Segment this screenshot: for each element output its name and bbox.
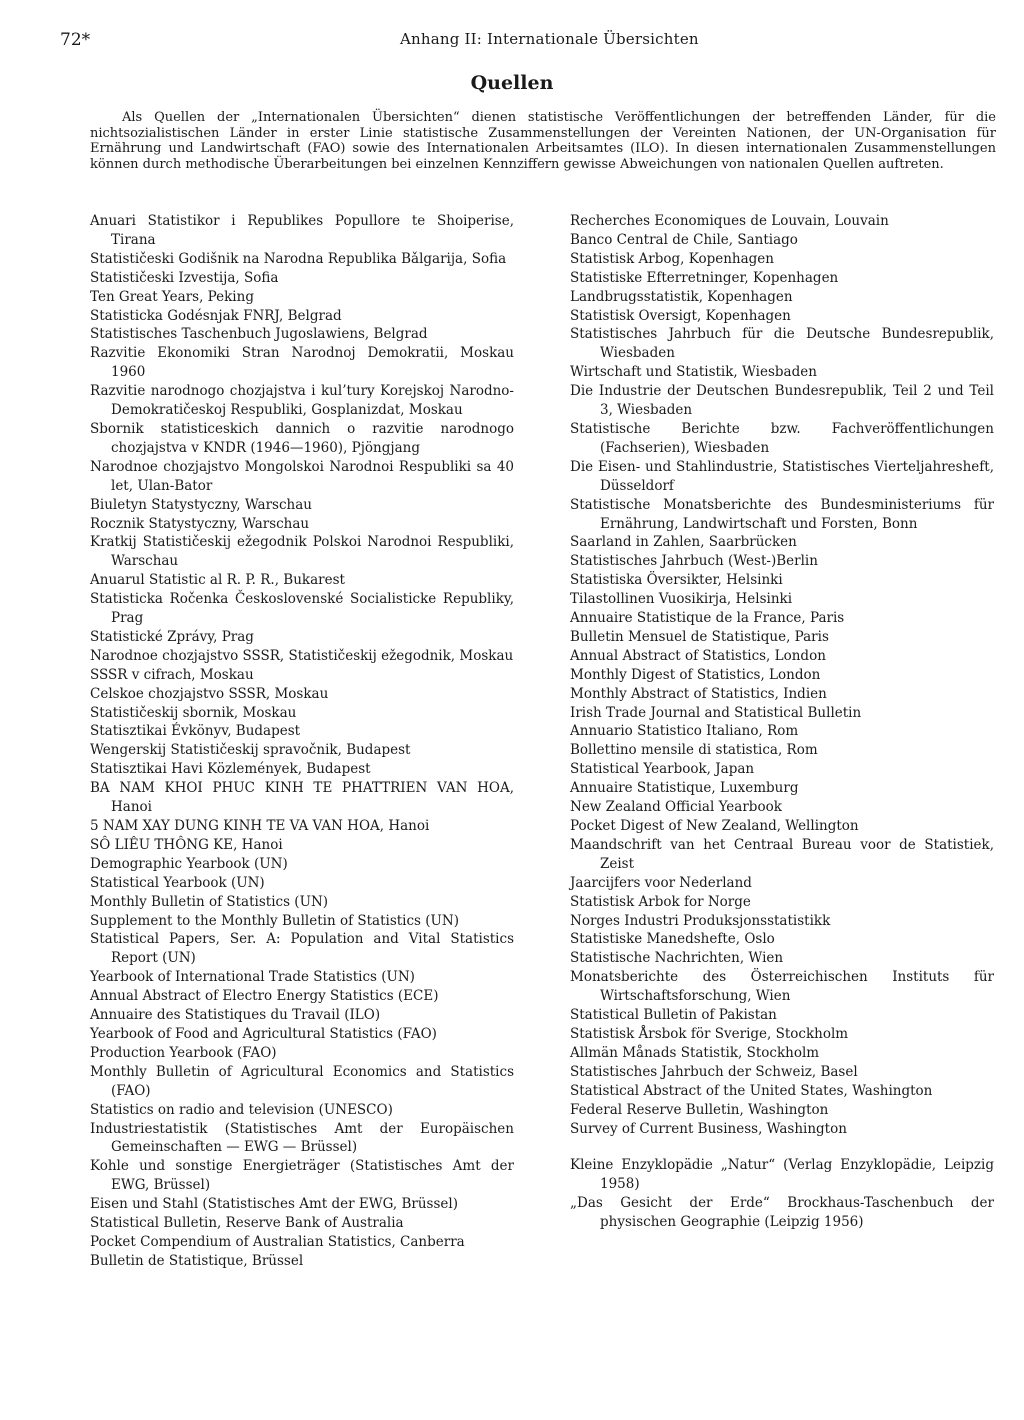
source-entry: Pocket Digest of New Zealand, Wellington [570,818,859,834]
source-entry: Eisen und Stahl (Statistisches Amt der EWG, Brüssel) [90,1196,458,1213]
source-entry: Annuaire Statistique de la France, Paris [570,610,845,627]
source-entry: Celskoe chozjajstvo SSSR, Moskau [90,685,329,702]
source-entry: Statistische Nachrichten, Wien [570,950,784,967]
source-entry: Razvitie Ekonomiki Stran Narodnoj Demokratii, Moskau 1960 [90,345,514,381]
source-entry: Statistisk Arbog, Kopenhagen [570,250,774,267]
source-entry: Kratkij Statističeskij ežegodnik Polskoi Narodnoi Respubliki, Warschau [90,534,514,570]
source-entry: Statistical Bulletin, Reserve Bank of Australia [90,1215,404,1232]
source-entry: Statističeski Godišnik na Narodna Republika Bǎlgarija, Sofia [90,250,507,267]
source-entry: Statističeskij sbornik, Moskau [90,704,297,721]
source-entry: Ten Great Years, Peking [90,288,254,305]
source-entry: „Das Gesicht der Erde“ Brockhaus-Taschenbuch der physischen Geographie (Leipzig 1956) [570,1195,994,1231]
source-entry: Landbrugsstatistik, Kopenhagen [570,288,793,305]
source-entry: Statistical Abstract of the United States, Washington [570,1082,933,1099]
running-title: Anhang II: Internationale Übersichten [400,30,699,48]
source-entry: Monthly Bulletin of Agricultural Economics and Statistics (FAO) [90,1063,514,1099]
source-entry: Statistisk Årsbok för Sverige, Stockholm [570,1025,849,1042]
source-entry: Statistische Berichte bzw. Fachveröffentlichungen (Fachserien), Wiesbaden [570,420,994,456]
source-entry: Irish Trade Journal and Statistical Bulletin [570,704,862,721]
source-entry: Die Industrie der Deutschen Bundesrepublik, Teil 2 und Teil 3, Wiesbaden [570,383,994,419]
source-entry: Statistical Papers, Ser. A: Population and Vital Statistics Report (UN) [90,931,514,967]
source-entry: Yearbook of International Trade Statistics (UN) [90,969,415,986]
source-entry: Statisticka Ročenka Československé Socialisticke Republiky, Prag [90,591,514,627]
source-entry: Narodnoe chozjajstvo Mongolskoi Narodnoi Respubliki sa 40 let, Ulan-Bator [90,458,514,494]
source-entry: Statisztikai Évkönyv, Budapest [90,723,301,740]
source-entry: Die Eisen- und Stahlindustrie, Statistisches Vierteljahresheft, Düsseldorf [570,458,994,494]
source-entry: Monthly Digest of Statistics, London [570,666,821,683]
sources-right-column [570,212,994,1232]
source-entry: Statistické Zprávy, Prag [90,628,254,645]
source-entry: Statistical Yearbook (UN) [90,874,265,891]
source-entry: Statistical Bulletin of Pakistan [570,1007,777,1024]
source-entry: Recherches Economiques de Louvain, Louvain [570,213,889,229]
source-entry: SÔ LIÊU THÔNG KE, Hanoi [90,836,283,853]
source-entry: Monthly Bulletin of Statistics (UN) [90,893,329,910]
page-number: 72* [60,30,91,50]
source-entry: Statisztikai Havi Közlemények, Budapest [90,761,371,778]
sources-left-column [90,212,514,1271]
source-entry: Rocznik Statystyczny, Warschau [90,515,310,532]
source-entry: Tilastollinen Vuosikirja, Helsinki [570,591,793,608]
source-entry: Bollettino mensile di statistica, Rom [570,742,818,759]
source-entry: Annuario Statistico Italiano, Rom [570,723,799,740]
source-entry: Statistiska Översikter, Helsinki [570,572,783,589]
source-entry: Razvitie narodnogo chozjajstva i kul’tury Korejskoj Narodno-Demokratičeskoj Respubliki, Gosplanizdat, Moskau [90,383,514,419]
source-entry: Anuarul Statistic al R. P. R., Bukarest [90,572,345,589]
source-entry: Yearbook of Food and Agricultural Statistics (FAO) [90,1025,437,1042]
source-entry: Norges Industri Produksjonsstatistikk [570,912,831,929]
intro-paragraph: Als Quellen der „Internationalen Übersichten“ dienen statistische Veröffentlichungen der betreffenden Länder, für die nichtsozialistischen Länder in erster Linie statistische Zusammenstellungen der Vereinten Nationen, der UN-Organisation für Ernährung und Landwirtschaft (FAO) sowie des Internationalen Arbeitsamtes (ILO). In diesen internationalen Zusammenstellungen können durch methodische Überarbeitungen bei einzelnen Kennziffern gewisse Abweichungen von nationalen Quellen auftreten. [90,110,996,172]
source-entry: Statisticka Godésnjak FNRJ, Belgrad [90,307,342,324]
source-entry: Wengerskij Statističeskij spravočnik, Budapest [90,742,411,759]
source-entry: Statistiske Manedshefte, Oslo [570,931,775,948]
source-entry: Industriestatistik (Statistisches Amt der Europäischen Gemeinschaften — EWG — Brüssel) [90,1120,514,1156]
source-entry: Anuari Statistikor i Republikes Popullore te Shoiperise, Tirana [90,213,514,248]
source-entry: Narodnoe chozjajstvo SSSR, Statističeskij ežegodnik, Moskau [90,647,514,664]
source-entry: Annuaire des Statistiques du Travail (ILO) [90,1007,381,1024]
source-entry: Annual Abstract of Electro Energy Statistics (ECE) [90,988,439,1005]
source-entry: Statistisk Oversigt, Kopenhagen [570,307,791,324]
source-entry: Statistisk Arbok for Norge [570,893,751,910]
source-entry: Annuaire Statistique, Luxemburg [570,780,799,797]
source-entry: Demographic Yearbook (UN) [90,855,288,872]
source-entry: Banco Central de Chile, Santiago [570,231,798,248]
source-entry: Kohle und sonstige Energieträger (Statistisches Amt der EWG, Brüssel) [90,1158,514,1194]
source-entry: Biuletyn Statystyczny, Warschau [90,496,312,513]
source-entry: Jaarcijfers voor Nederland [570,874,752,891]
source-entry: Allmän Månads Statistik, Stockholm [570,1044,820,1061]
source-entry: Maandschrift van het Centraal Bureau voor de Statistiek, Zeist [570,836,994,872]
source-entry: Statistische Monatsberichte des Bundesministeriums für Ernährung, Landwirtschaft und Forsten, Bonn [570,496,994,532]
source-entry: Bulletin Mensuel de Statistique, Paris [570,628,829,645]
source-entry: Annual Abstract of Statistics, London [570,647,826,664]
source-entry: Wirtschaft und Statistik, Wiesbaden [570,364,817,381]
source-entry: Monatsberichte des Österreichischen Instituts für Wirtschaftsforschung, Wien [570,969,994,1005]
source-entry: Bulletin de Statistique, Brüssel [90,1252,304,1269]
source-entry: Statističeski Izvestija, Sofia [90,269,279,286]
source-entry: BA NAM KHOI PHUC KINH TE PHATTRIEN VAN HOA, Hanoi [90,780,514,816]
source-entry: Statistisches Jahrbuch (West-)Berlin [570,553,818,570]
source-entry: Production Yearbook (FAO) [90,1044,277,1061]
source-entry: Kleine Enzyklopädie „Natur“ (Verlag Enzyklopädie, Leipzig 1958) [570,1157,994,1193]
source-entry: New Zealand Official Yearbook [570,799,782,816]
source-entry: Monthly Abstract of Statistics, Indien [570,685,827,702]
page-title: Quellen [470,72,554,94]
source-entry: SSSR v cifrach, Moskau [90,666,254,683]
source-entry: Statistisches Taschenbuch Jugoslawiens, Belgrad [90,326,428,343]
source-entry: Statistisches Jahrbuch für die Deutsche Bundesrepublik, Wiesbaden [570,326,994,362]
source-entry: Saarland in Zahlen, Saarbrücken [570,534,797,551]
source-entry: Supplement to the Monthly Bulletin of Statistics (UN) [90,912,460,929]
source-entry: Statistiske Efterretninger, Kopenhagen [570,269,839,286]
source-entry: Statistics on radio and television (UNESCO) [90,1101,393,1118]
source-entry: Statistical Yearbook, Japan [570,761,755,778]
source-entry: Pocket Compendium of Australian Statistics, Canberra [90,1233,465,1250]
source-entry: 5 NAM XAY DUNG KINH TE VA VAN HOA, Hanoi [90,818,430,834]
source-entry: Statistisches Jahrbuch der Schweiz, Basel [570,1063,858,1080]
source-entry: Sbornik statisticeskich dannich o razvitie narodnogo chozjajstva v KNDR (1946—1960), Pjöngjang [90,420,514,456]
source-entry: Survey of Current Business, Washington [570,1120,847,1137]
source-entry: Federal Reserve Bulletin, Washington [570,1101,829,1118]
